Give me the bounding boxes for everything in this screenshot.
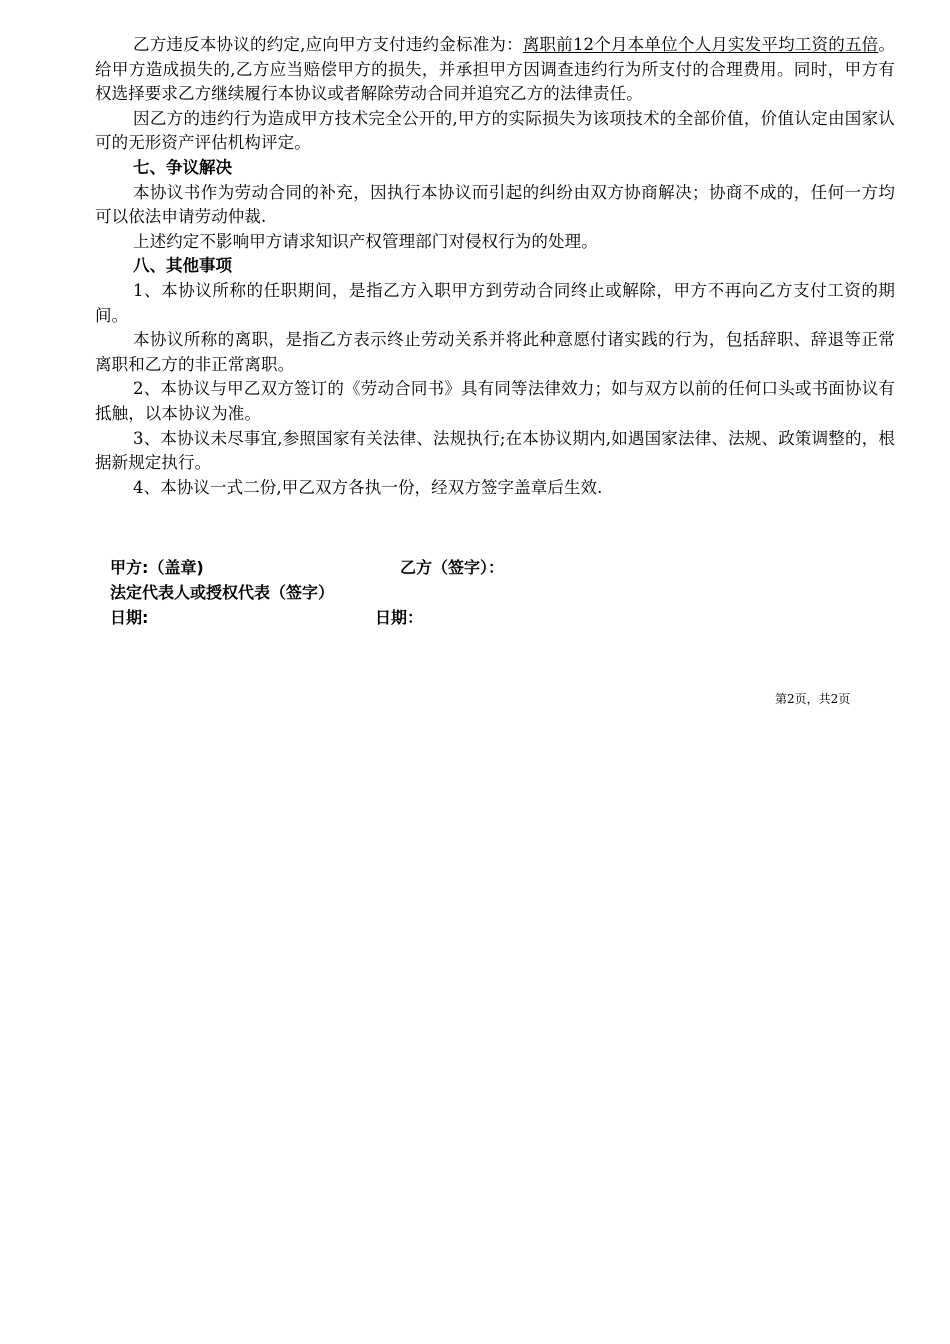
paragraph-term-definition: 1、本协议所称的任职期间，是指乙方入职甲方到劳动合同终止或解除，甲方不再向乙方支付工资的期间。 [95, 280, 895, 325]
legal-representative-label: 法定代表人或授权代表（签字） [110, 583, 335, 602]
paragraph-copies: 4、本协议一式二份,甲乙双方各执一份，经双方签字盖章后生效. [133, 477, 603, 497]
page-number: 第2页，共2页 [775, 692, 851, 706]
paragraph-dispute-resolution: 本协议书作为劳动合同的补充，因执行本协议而引起的纠纷由双方协商解决；协商不成的，任何一方均可以依法申请劳动仲裁. [95, 182, 895, 227]
paragraph-unspecified-matters: 3、本协议未尽事宜,参照国家有关法律、法规执行;在本协议期内,如遇国家法律、法规、政策调整的，根据新规定执行。 [95, 428, 895, 473]
section-heading-dispute: 七、争议解决 [133, 157, 232, 177]
penalty-text: 乙方违反本协议的约定,应向甲方支付违约金标准为： [133, 35, 523, 54]
paragraph-legal-effect: 2、本协议与甲乙双方签订的《劳动合同书》具有同等法律效力；如与双方以前的任何口头或书面协议有抵触，以本协议为准。 [95, 379, 895, 423]
paragraph-loss-valuation: 因乙方的违约行为造成甲方技术完全公开的,甲方的实际损失为该项技术的全部价值，价值认定由国家认可的无形资产评估机构评定。 [95, 108, 895, 153]
party-a-date-label: 日期: [110, 608, 149, 627]
paragraph-resignation-definition: 本协议所称的离职，是指乙方表示终止劳动关系并将此种意愿付诸实践的行为，包括辞职、辞退等正常离职和乙方的非正常离职。 [95, 330, 895, 374]
penalty-standard-underlined: 离职前12个月本单位个人月实发平均工资的五倍 [522, 35, 879, 54]
party-b-date-label: 日期： [375, 608, 424, 627]
party-a-seal-label: 甲方:（盖章) [110, 558, 204, 577]
party-b-signature-label: 乙方（签字）： [400, 558, 505, 577]
document-body [95, 33, 895, 500]
paragraph-penalty [95, 33, 895, 107]
paragraph-ip-authority: 上述约定不影响甲方请求知识产权管理部门对侵权行为的处理。 [133, 231, 598, 251]
section-heading-other: 八、其他事项 [133, 256, 232, 276]
penalty-text-rest: 。给甲方造成损失的,乙方应当赔偿甲方的损失，并承担甲方因调查违约行为所支付的合理费用。同时，甲方有权选择要求乙方继续履行本协议或者解除劳动合同并追究乙方的法律责任。 [95, 35, 895, 104]
